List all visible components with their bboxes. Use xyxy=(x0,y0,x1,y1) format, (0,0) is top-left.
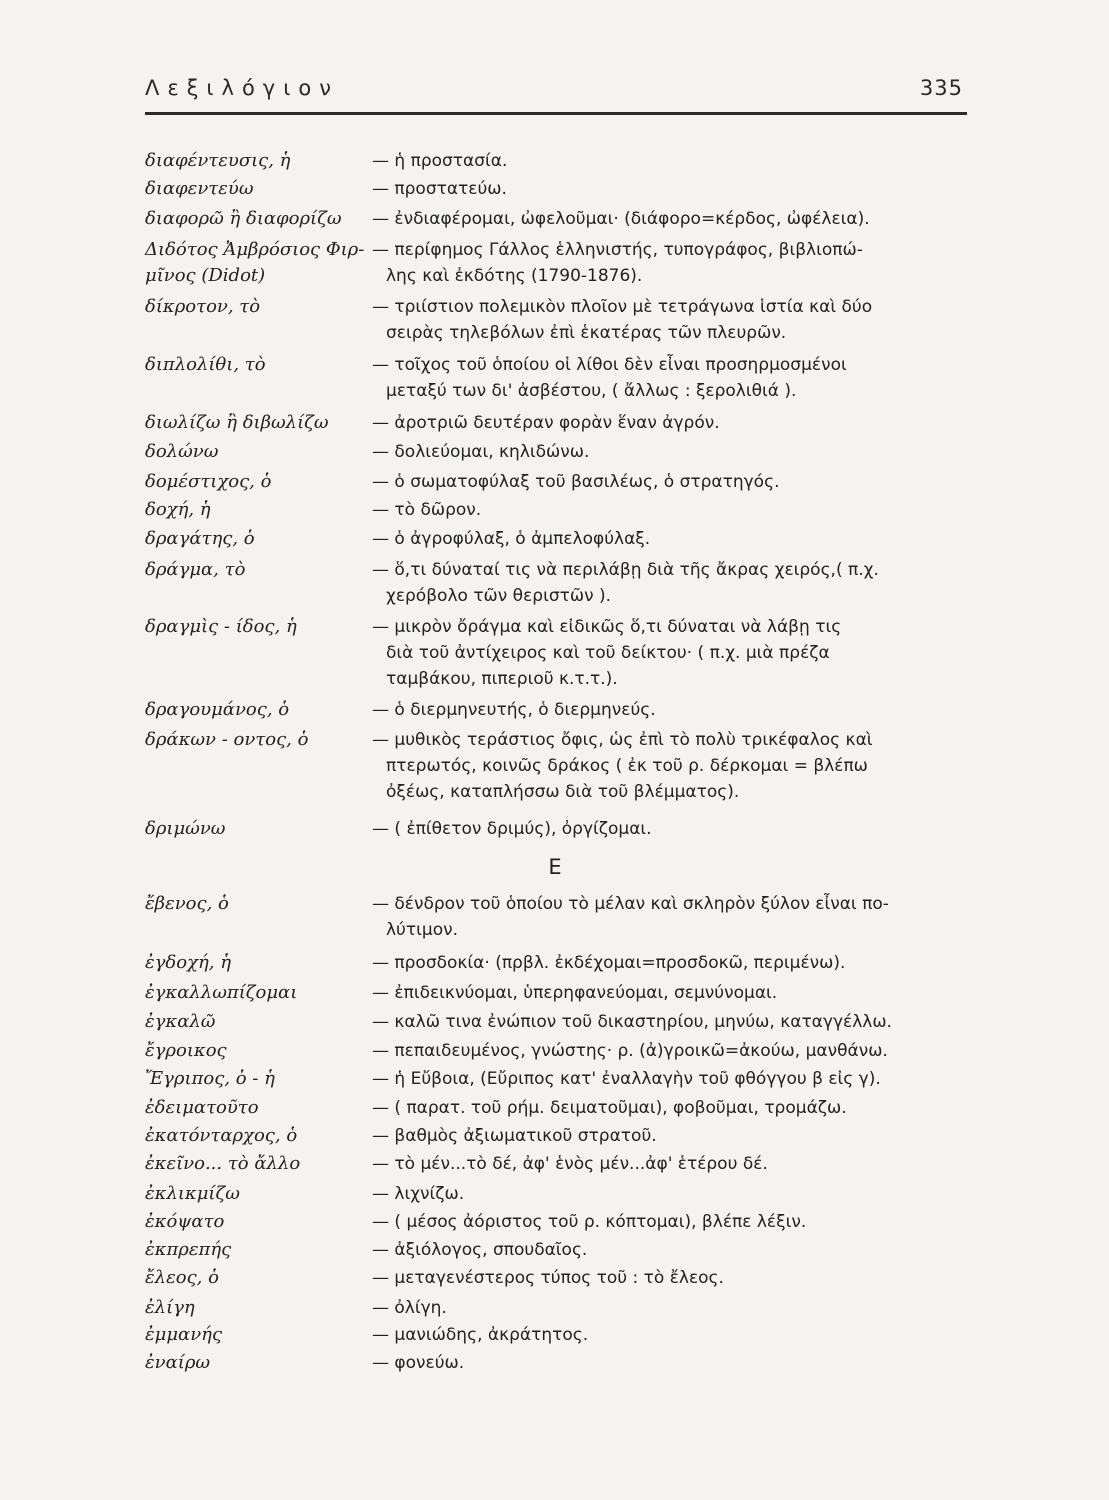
term-line: δραγουμάνος, ὁ xyxy=(145,699,290,720)
term-line: δοχή, ἡ xyxy=(145,499,211,520)
entry-term xyxy=(145,557,377,583)
definition-line: — τριίστιον πολεμικὸν πλοῖον μὲ τετράγωνα ἱστία καὶ δύο xyxy=(372,297,873,317)
term-line: δριμώνω xyxy=(145,818,226,839)
entry-term xyxy=(145,1350,377,1376)
entry-term xyxy=(145,727,377,753)
definition-line: μεταξύ των δι' ἀσβέστου, ( ἄλλως : ξερολιθιά ). xyxy=(386,381,797,401)
term-line: ἔγροικος xyxy=(145,1040,227,1061)
term-line: διαφεντεύω xyxy=(145,178,254,199)
definition-line: — ὁ ἀγροφύλαξ, ὁ ἀμπελοφύλαξ. xyxy=(372,529,651,549)
term-line: δραγάτης, ὁ xyxy=(145,528,255,549)
entry-term xyxy=(145,697,377,723)
definition-line: — ὅ,τι δύναταί τις νὰ περιλάβῃ διὰ τῆς ἄκρας χειρός,( π.χ. xyxy=(372,560,879,580)
entry-term xyxy=(145,497,377,523)
page-number: 335 xyxy=(919,76,963,100)
definition-line: — μεταγενέστερος τύπος τοῦ : τὸ ἔλεος. xyxy=(372,1268,724,1288)
definition-line: — ἐνδιαφέρομαι, ὠφελοῦμαι· (διάφορο=κέρδος, ὠφέλεια). xyxy=(372,209,870,229)
definition-line: λύτιμον. xyxy=(386,920,459,940)
entry-term xyxy=(145,352,377,378)
definition-line: — βαθμὸς ἀξιωματικοῦ στρατοῦ. xyxy=(372,1126,657,1146)
term-line: δολώνω xyxy=(145,441,219,462)
definition-line: πτερωτός, κοινῶς δράκος ( ἐκ τοῦ ρ. δέρκομαι = βλέπω xyxy=(386,756,868,776)
entry-definition xyxy=(372,1295,972,1321)
entry-definition xyxy=(372,1066,972,1092)
entry-term xyxy=(145,206,377,232)
entry-term xyxy=(145,816,377,842)
term-line: ἐδειματοῦτο xyxy=(145,1097,259,1118)
definition-line: — ἡ προστασία. xyxy=(372,151,508,171)
entry-term xyxy=(145,526,377,552)
definition-line: διὰ τοῦ ἀντίχειρος καὶ τοῦ δείκτου· ( π.χ. μιὰ πρέζα xyxy=(386,643,830,663)
entry-term xyxy=(145,148,377,174)
entry-term xyxy=(145,1095,377,1121)
entry-definition xyxy=(372,1209,972,1235)
term-line: διωλίζω ἢ διβωλίζω xyxy=(145,412,329,433)
term-line: ἐγκαλλωπίζομαι xyxy=(145,982,298,1003)
entry-term xyxy=(145,176,377,202)
term-line: ἐναίρω xyxy=(145,1352,211,1373)
definition-line: — δένδρον τοῦ ὁποίου τὸ μέλαν καὶ σκληρὸν ξύλον εἶναι πο- xyxy=(372,894,889,914)
term-line: διαφορῶ ἢ διαφορίζω xyxy=(145,208,342,229)
section-letter: Ε xyxy=(548,855,562,879)
entry-definition xyxy=(372,614,972,692)
entry-term xyxy=(145,980,377,1006)
term-line: δραγμὶς - ίδος, ἡ xyxy=(145,616,297,637)
definition-line: — τὸ μέν...τὸ δέ, ἀφ' ἑνὸς μέν...ἀφ' ἑτέρου δέ. xyxy=(372,1154,768,1174)
entry-definition xyxy=(372,526,972,552)
entry-definition xyxy=(372,469,972,495)
definition-line: — ὁ σωματοφύλαξ τοῦ βασιλέως, ὁ στρατηγός. xyxy=(372,472,780,492)
term-line: διαφέντευσις, ἡ xyxy=(145,150,291,171)
term-line: ἐκατόνταρχος, ὁ xyxy=(145,1125,298,1146)
term-line: Ἔγριπος, ὁ - ἡ xyxy=(145,1068,275,1089)
entry-definition xyxy=(372,1237,972,1263)
entry-definition xyxy=(372,557,972,609)
definition-line: — ἀροτριῶ δευτέραν φορὰν ἕναν ἀγρόν. xyxy=(372,413,720,433)
entry-definition xyxy=(372,1123,972,1149)
entry-term xyxy=(145,469,377,495)
entry-term xyxy=(145,1066,377,1092)
entry-definition xyxy=(372,1095,972,1121)
definition-line: — φονεύω. xyxy=(372,1353,465,1373)
definition-line: — πεπαιδευμένος, γνώστης· ρ. (ἀ)γροικῶ=ἀκούω, μανθάνω. xyxy=(372,1041,888,1061)
term-line: δράγμα, τὸ xyxy=(145,559,246,580)
entry-term xyxy=(145,1123,377,1149)
entry-definition xyxy=(372,439,972,465)
definition-line: — προστατεύω. xyxy=(372,179,507,199)
entry-term xyxy=(145,1009,377,1035)
entry-definition xyxy=(372,697,972,723)
definition-line: — δολιεύομαι, κηλιδώνω. xyxy=(372,442,590,462)
entry-definition xyxy=(372,352,972,404)
definition-line: — μυθικὸς τεράστιος ὄφις, ὡς ἐπὶ τὸ πολὺ τρικέφαλος καὶ xyxy=(372,730,873,750)
definition-line: — μικρὸν ὄράγμα καὶ εἰδικῶς ὅ,τι δύναται νὰ λάβῃ τις xyxy=(372,617,842,637)
entry-definition xyxy=(372,891,972,943)
term-line: ἐκόψατο xyxy=(145,1211,225,1232)
definition-line: ταμβάκου, πιπεριοῦ κ.τ.τ.). xyxy=(386,669,618,689)
entry-definition xyxy=(372,1350,972,1376)
entry-term xyxy=(145,410,377,436)
entry-term xyxy=(145,1151,377,1177)
definition-line: — καλῶ τινα ἐνώπιον τοῦ δικαστηρίου, μηνύω, καταγγέλλω. xyxy=(372,1012,892,1032)
term-line: διπλολίθι, τὸ xyxy=(145,354,266,375)
entry-definition xyxy=(372,816,972,842)
header-rule xyxy=(145,112,967,115)
entry-definition xyxy=(372,1265,972,1291)
term-line: ἐκπρεπής xyxy=(145,1239,232,1260)
entry-term xyxy=(145,439,377,465)
term-line: ἐκλικμίζω xyxy=(145,1183,240,1204)
entry-term xyxy=(145,1295,377,1321)
entry-term xyxy=(145,1038,377,1064)
entry-definition xyxy=(372,1151,972,1177)
entry-term xyxy=(145,237,377,289)
entry-term xyxy=(145,1237,377,1263)
definition-line: — ( ἐπίθετον δριμύς), ὀργίζομαι. xyxy=(372,819,652,839)
definition-line: — ἡ Εὔβοια, (Εὔριπος κατ' ἐναλλαγὴν τοῦ φθόγγου β εἰς γ). xyxy=(372,1069,881,1089)
definition-line: χερόβολο τῶν θεριστῶν ). xyxy=(386,586,612,606)
definition-line: — τὸ δῶρον. xyxy=(372,500,482,520)
definition-line: — ἐπιδεικνύομαι, ὑπερηφανεύομαι, σεμνύνομαι. xyxy=(372,983,778,1003)
term-line: ἔβενος, ὁ xyxy=(145,893,229,914)
entry-term xyxy=(145,1322,377,1348)
entry-term xyxy=(145,1209,377,1235)
running-title: Λεξιλόγιον xyxy=(145,76,339,100)
entry-term xyxy=(145,891,377,917)
term-line: ἐλίγη xyxy=(145,1297,195,1318)
page-header xyxy=(145,72,963,106)
entry-definition xyxy=(372,1322,972,1348)
definition-line: — περίφημος Γάλλος ἑλληνιστής, τυπογράφος, βιβλιοπώ- xyxy=(372,240,863,260)
term-line: δράκων - οντος, ὁ xyxy=(145,729,309,750)
term-line: μῖνος (Didot) xyxy=(145,265,266,286)
entry-term xyxy=(145,1181,377,1207)
term-line: ἐμμανής xyxy=(145,1324,223,1345)
term-line: Διδότος Ἀμβρόσιος Φιρ- xyxy=(145,239,365,260)
term-line: δίκροτον, τὸ xyxy=(145,296,261,317)
entry-definition xyxy=(372,497,972,523)
definition-line: σειρὰς τηλεβόλων ἐπὶ ἑκατέρας τῶν πλευρῶν. xyxy=(386,323,787,343)
entry-term xyxy=(145,1265,377,1291)
definition-line: — ἀξιόλογος, σπουδαῖος. xyxy=(372,1240,588,1260)
entry-definition xyxy=(372,950,972,976)
definition-line: — ὁ διερμηνευτής, ὁ διερμηνεύς. xyxy=(372,700,656,720)
entry-definition xyxy=(372,1181,972,1207)
term-line: ἐγκαλῶ xyxy=(145,1011,216,1032)
entry-definition xyxy=(372,1009,972,1035)
term-line: ἔλεος, ὁ xyxy=(145,1267,219,1288)
definition-line: — μανιώδης, ἀκράτητος. xyxy=(372,1325,589,1345)
definition-line: — προσδοκία· (πρβλ. ἐκδέχομαι=προσδοκῶ, περιμένω). xyxy=(372,953,846,973)
entry-definition xyxy=(372,294,972,346)
definition-line: — ( παρατ. τοῦ ρήμ. δειματοῦμαι), φοβοῦμαι, τρομάζω. xyxy=(372,1098,847,1118)
term-line: ἐκεῖνο... τὸ ἄλλο xyxy=(145,1153,301,1174)
entry-definition xyxy=(372,727,972,805)
entry-term xyxy=(145,614,377,640)
definition-line: — λιχνίζω. xyxy=(372,1184,465,1204)
definition-line: — ( μέσος ἀόριστος τοῦ ρ. κόπτομαι), βλέπε λέξιν. xyxy=(372,1212,807,1232)
entry-term xyxy=(145,950,377,976)
definition-line: ὀξέως, καταπλήσσω διὰ τοῦ βλέμματος). xyxy=(386,782,740,802)
term-line: δομέστιχος, ὁ xyxy=(145,471,272,492)
definition-line: λης καὶ ἐκδότης (1790-1876). xyxy=(386,266,643,286)
entry-term xyxy=(145,294,377,320)
definition-line: — τοῖχος τοῦ ὁποίου οἱ λίθοι δὲν εἶναι προσηρμοσμένοι xyxy=(372,355,847,375)
entry-definition xyxy=(372,980,972,1006)
entry-definition xyxy=(372,410,972,436)
entry-definition xyxy=(372,148,972,174)
definition-line: — ὀλίγη. xyxy=(372,1298,447,1318)
entry-definition xyxy=(372,237,972,289)
entry-definition xyxy=(372,176,972,202)
term-line: ἐγδοχή, ἡ xyxy=(145,952,232,973)
entry-definition xyxy=(372,206,972,232)
entry-definition xyxy=(372,1038,972,1064)
